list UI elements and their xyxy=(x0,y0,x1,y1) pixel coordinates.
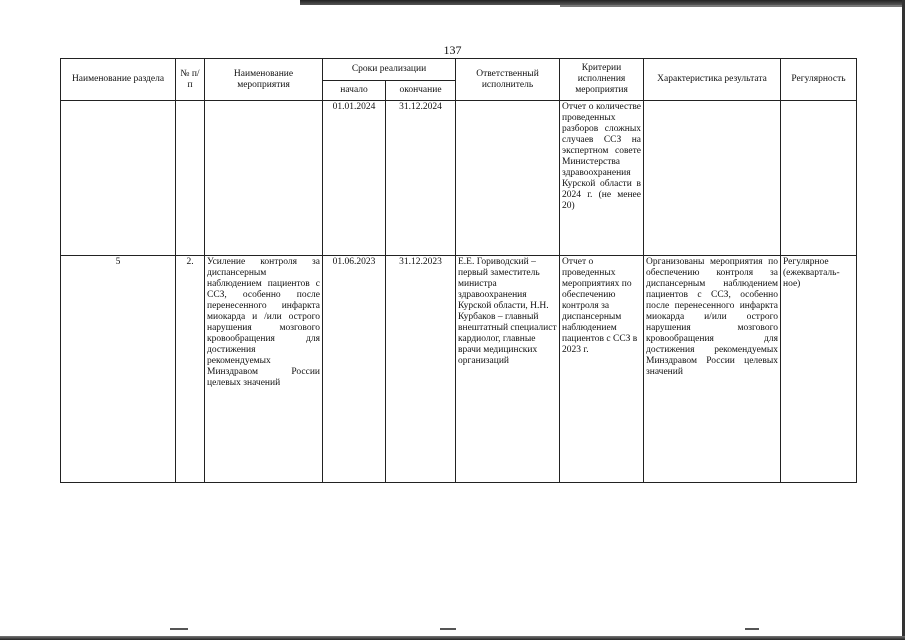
table-row xyxy=(61,256,857,483)
cell-regularity xyxy=(781,101,857,256)
page-number: 137 xyxy=(443,43,462,57)
header-row-1 xyxy=(61,59,857,81)
header-num: № п/п xyxy=(176,59,205,101)
cell-section: 5 xyxy=(61,256,176,483)
cell-num xyxy=(176,101,205,256)
cell-executor: Е.Е. Гориводский – первый заместитель министра здравоохранения Курской области, Н.Н. Курбаков – главный внештатный специалист кардиолог, главные врачи медицинских организаций xyxy=(456,256,560,483)
scan-edge-bottom xyxy=(0,636,905,640)
header-end: окончание xyxy=(386,81,456,101)
cell-result xyxy=(644,101,781,256)
cell-end: 31.12.2023 xyxy=(386,256,456,483)
cell-event: Усиление контроля за диспансерным наблюдением пациентов с ССЗ, особенно после перенесенного инфаркта миокарда и /или острого нарушения мозгового кровообращения для достижения рекомендуемых Минздравом России целевых значений xyxy=(205,256,323,483)
cell-event xyxy=(205,101,323,256)
plan-table xyxy=(60,58,857,483)
cell-result: Организованы мероприятия по обеспечению контроля за диспансерным наблюдением пациентов с ССЗ, особенно после перенесенного инфаркта миокарда и/или острого нарушения мозгового кровообращения для достижения рекомендуемых Минздравом России целевых значений xyxy=(644,256,781,483)
header-start: начало xyxy=(323,81,386,101)
cell-end: 31.12.2024 xyxy=(386,101,456,256)
cell-num: 2. xyxy=(176,256,205,483)
cell-section xyxy=(61,101,176,256)
scan-edge-top-inner xyxy=(560,5,905,7)
header-executor: Ответственный исполнитель xyxy=(456,59,560,101)
cell-start: 01.06.2023 xyxy=(323,256,386,483)
header-regularity: Регулярность xyxy=(781,59,857,101)
scan-speck xyxy=(440,628,456,630)
cell-executor xyxy=(456,101,560,256)
header-result: Характеристика результата xyxy=(644,59,781,101)
cell-regularity: Регулярное (ежекварталь-ное) xyxy=(781,256,857,483)
header-section: Наименование раздела xyxy=(61,59,176,101)
cell-criteria: Отчет о проведенных мероприятиях по обеспечению контроля за диспансерным наблюдением пациентов с ССЗ в 2023 г. xyxy=(560,256,644,483)
table-row xyxy=(61,101,857,256)
cell-start: 01.01.2024 xyxy=(323,101,386,256)
scan-speck xyxy=(170,628,188,630)
header-criteria: Критерии исполнения мероприятия xyxy=(560,59,644,101)
cell-criteria: Отчет о количестве проведенных разборов сложных случаев ССЗ на экспертном совете Министерства здравоохранения Курской области в 2024 г. (не менее 20) xyxy=(560,101,644,256)
header-period: Сроки реализации xyxy=(323,59,456,81)
scan-speck xyxy=(745,628,759,630)
header-event: Наименование мероприятия xyxy=(205,59,323,101)
